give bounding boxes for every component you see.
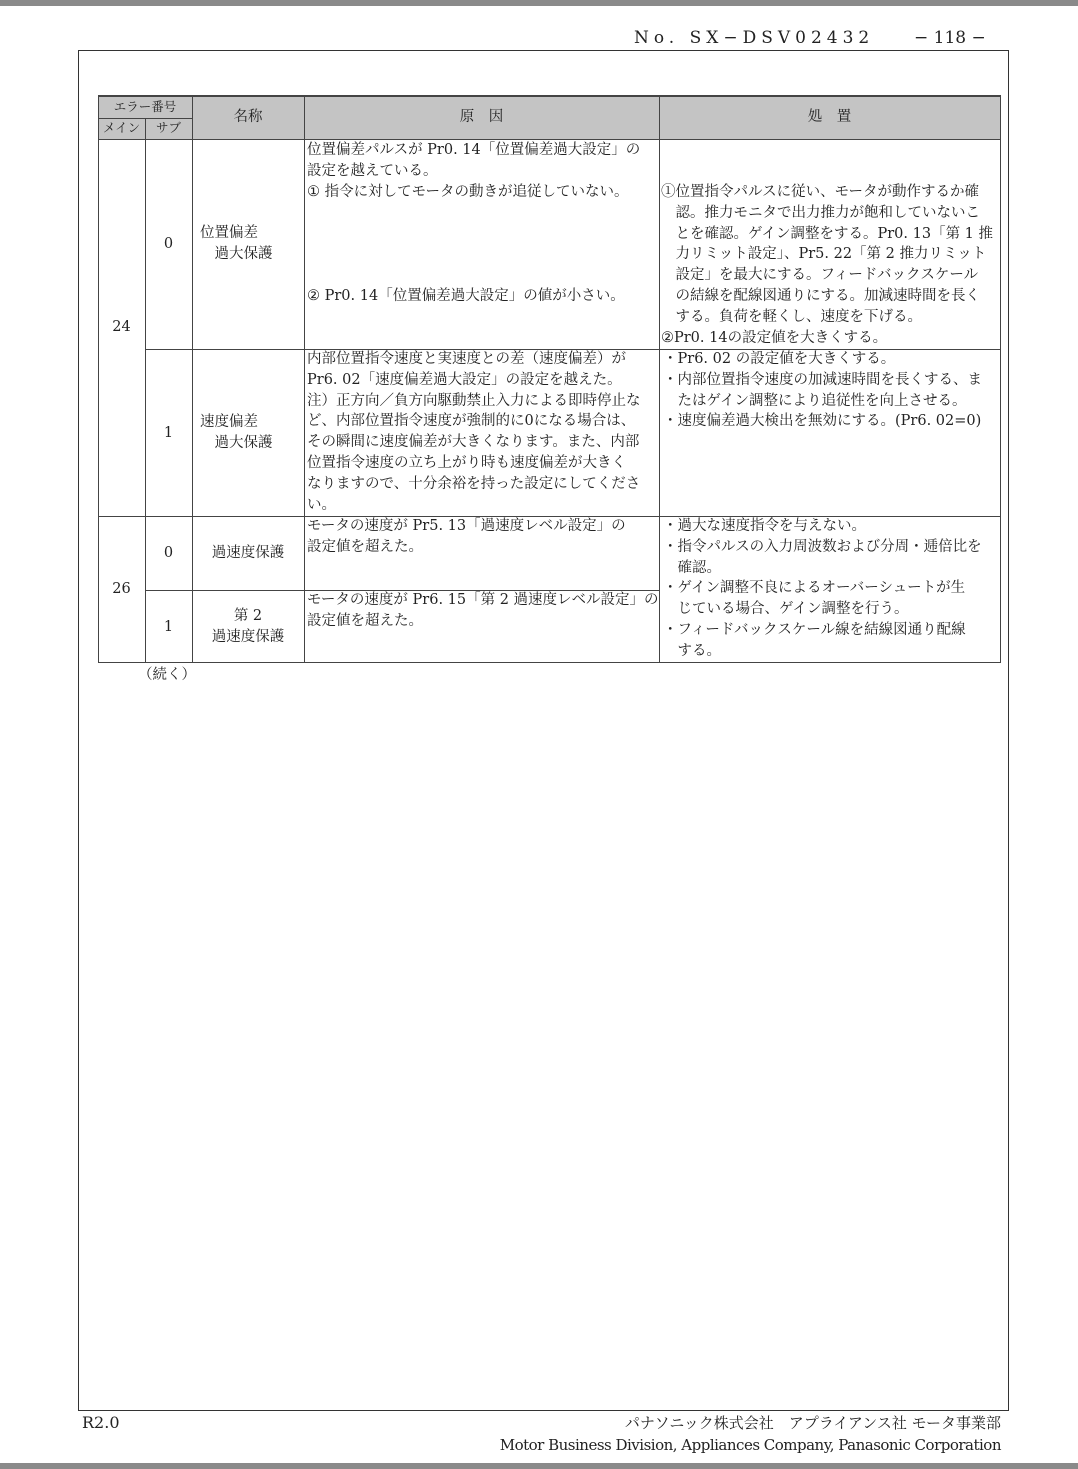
company-en: Motor Business Division, Appliances Company, Panasonic Corporation — [499, 1436, 1001, 1454]
error-cause: モータの速度が Pr6. 15「第 2 過速度レベル設定」の 設定値を超えた。 — [307, 592, 659, 629]
bottom-bar — [0, 1463, 1078, 1469]
error-name: 第 2 過速度保護 — [211, 608, 285, 645]
grid-line — [659, 96, 660, 663]
error-cause-2: ② Pr0. 14「位置偏差過大設定」の値が小さい。 — [307, 288, 625, 304]
header-sub: サブ — [155, 120, 181, 135]
error-action: ・Pr6. 02 の設定値を大きくする。 ・内部位置指令速度の加減速時間を長くする、ま たはゲイン調整により追従性を向上させる。 ・速度偏差過大検出を無効にする。(Pr6. 02=0) — [663, 351, 982, 430]
error-cause: 内部位置指令速度と実速度との差（速度偏差）が Pr6. 02「速度偏差過大設定」の設定を越えた。 注）正方向／負方向駆動禁止入力による即時停止な ど、内部位置指令速度が強制的に0になる場合は、 その瞬間に速度偏差が大きくなります。また、内部 位置指令速度の立ち上がり時も速度偏差が大きく なりますので、十分余裕を持った設定にしてくださ い。 — [307, 351, 641, 513]
grid-line — [192, 96, 193, 663]
error-cause: 位置偏差パルスが Pr0. 14「位置偏差過大設定」の 設定を越えている。 ① 指令に対してモータの動きが追従していない。 — [307, 142, 641, 200]
error-action: ①位置指令パルスに従い、モータが動作するか確 認。推力モニタで出力推力が飽和していないこ とを確認。ゲイン調整をする。Pr0. 13「第 1 推 力リミット設定」、Pr5. 22「第 2 推力リミット 設定」を最大にする。フィードバックスケール の結線を配線図通りにする。加減速時間を長く する。負荷を軽くし、速度を下げる。 ②Pr0. 14の設定値を大きくする。 — [661, 184, 994, 346]
company-ja: パナソニック株式会社 アプライアンス社 モータ事業部 — [624, 1414, 1001, 1432]
header-action: 処 置 — [807, 109, 852, 125]
grid-line — [98, 662, 1001, 663]
top-bar — [0, 0, 1078, 6]
error-main-26: 26 — [112, 581, 131, 597]
error-main-24: 24 — [112, 319, 131, 335]
error-name: 位置偏差 過大保護 — [200, 225, 273, 262]
header-main: メイン — [102, 120, 141, 135]
grid-line — [98, 96, 99, 663]
grid-line — [1000, 96, 1001, 663]
error-sub: 0 — [163, 236, 174, 252]
doc-number: No. SX−DSV02432 — [634, 28, 875, 48]
grid-line — [304, 96, 305, 663]
header-name: 名称 — [233, 109, 263, 125]
header-cause: 原 因 — [459, 109, 504, 125]
error-sub: 1 — [163, 619, 174, 635]
error-sub: 0 — [163, 545, 174, 561]
header-error-no: エラー番号 — [113, 99, 177, 114]
continued-note: （続く） — [138, 667, 196, 683]
error-action: ・過大な速度指令を与えない。 ・指令パルスの入力周波数および分周・逓倍比を 確認。 ・ゲイン調整不良によるオーバーシュートが生 じている場合、ゲイン調整を行う。 ・フィードバックスケール線を結線図通り配線 する。 — [663, 518, 982, 659]
error-name: 速度偏差 過大保護 — [200, 414, 273, 451]
grid-line — [145, 118, 146, 663]
error-name: 過速度保護 — [211, 545, 285, 561]
error-cause: モータの速度が Pr5. 13「過速度レベル設定」の 設定値を超えた。 — [307, 518, 626, 555]
page-number: − 118 − — [914, 28, 986, 48]
revision: R2.0 — [82, 1413, 120, 1432]
grid-line — [98, 95, 1001, 97]
error-sub: 1 — [163, 425, 174, 441]
